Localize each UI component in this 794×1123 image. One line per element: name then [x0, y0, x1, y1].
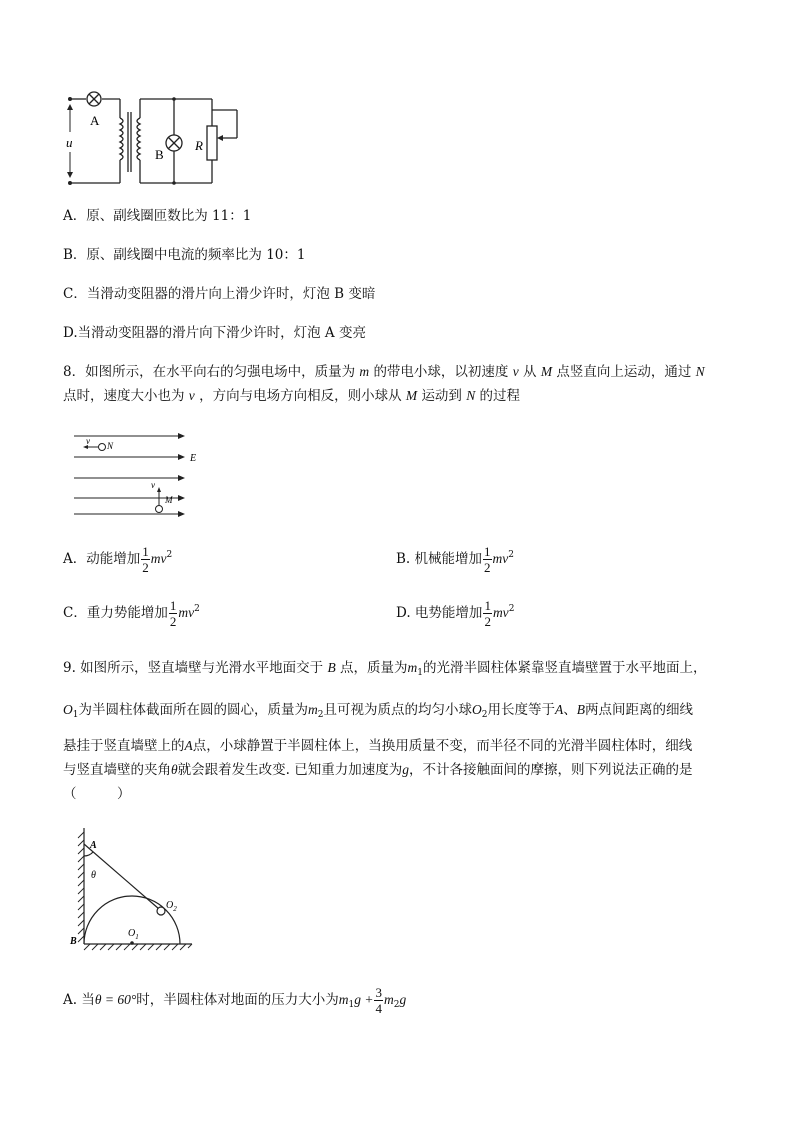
q8-option-c: C．重力势能增加 $\frac{1}{2}$ $mv^2$ [63, 598, 200, 629]
q7-option-d: D.当滑动变阻器的滑片向下滑少许时，灯泡 A 变亮 [63, 325, 366, 341]
center-o1-label: $O_1$ [128, 928, 139, 941]
half-cylinder-figure [64, 822, 199, 957]
q7-option-c: C．当滑动变阻器的滑片向上滑少许时，灯泡 B 变暗 [63, 286, 376, 302]
q9-stem-line3: 悬挂于竖直墙壁上的A点，小球静置于半圆柱体上，当换用质量不变，而半径不同的光滑半圆柱体时，细线 [63, 738, 693, 754]
q8-option-a: A．动能增加 $\frac{1}{2}$ $mv^2$ [63, 544, 173, 575]
q7-option-b: B．原、副线圈中电流的频率比为 10：1 [63, 247, 306, 263]
point-n-label: N [107, 441, 114, 451]
field-e-label: E [190, 453, 197, 464]
velocity-label-n: v [86, 436, 90, 446]
point-b-label: B [70, 936, 77, 947]
q9-option-a: A. 当θ = 60°时，半圆柱体对地面的压力大小为$m_1g$ + $\frac{3}{4}$ $m_2g$ [63, 985, 407, 1016]
q8-option-b: B. 机械能增加 $\frac{1}{2}$ $mv^2$ [396, 544, 514, 575]
resistor-r-label: R [195, 138, 203, 153]
q7-option-a: A．原、副线圈匝数比为 11：1 [63, 208, 252, 224]
electric-field-figure [72, 428, 207, 522]
point-a-label: A [90, 840, 97, 851]
q8-stem-line1: 8．如图所示，在水平向右的匀强电场中，质量为 m 的带电小球，以初速度 v 从 M 点竖直向上运动，通过 N [63, 364, 705, 380]
transformer-circuit-figure [60, 88, 250, 190]
velocity-label-m: v [151, 480, 155, 490]
bulb-a-label: A [90, 113, 100, 128]
voltage-u-label: u [66, 135, 73, 150]
q9-stem-line4: 与竖直墙壁的夹角θ就会跟着发生改变. 已知重力加速度为g，不计各接触面间的摩擦，则下列说法正确的是 [63, 762, 693, 778]
q8-stem-line2: 点时，速度大小也为 v ，方向与电场方向相反，则小球从 M 运动到 N 的过程 [63, 388, 521, 404]
q9-answer-paren: （ ） [63, 786, 131, 802]
point-m-label: M [165, 495, 173, 505]
q9-stem-line2: $O_1$为半圆柱体截面所在圆的圆心，质量为$m_2$且可视为质点的均匀小球$O_2$用长度等于A、B两点间距离的细线 [63, 702, 693, 720]
q9-stem-line1: 9. 如图所示，竖直墙壁与光滑水平地面交于 B 点，质量为$m_1$的光滑半圆柱体紧靠竖直墙壁置于水平地面上， [63, 660, 707, 678]
ball-o2-label: $O_2$ [166, 900, 177, 913]
q8-option-d: D. 电势能增加 $\frac{1}{2}$ $mv^2$ [396, 598, 515, 629]
bulb-b-label: B [155, 147, 164, 162]
theta-label: θ [91, 870, 96, 881]
